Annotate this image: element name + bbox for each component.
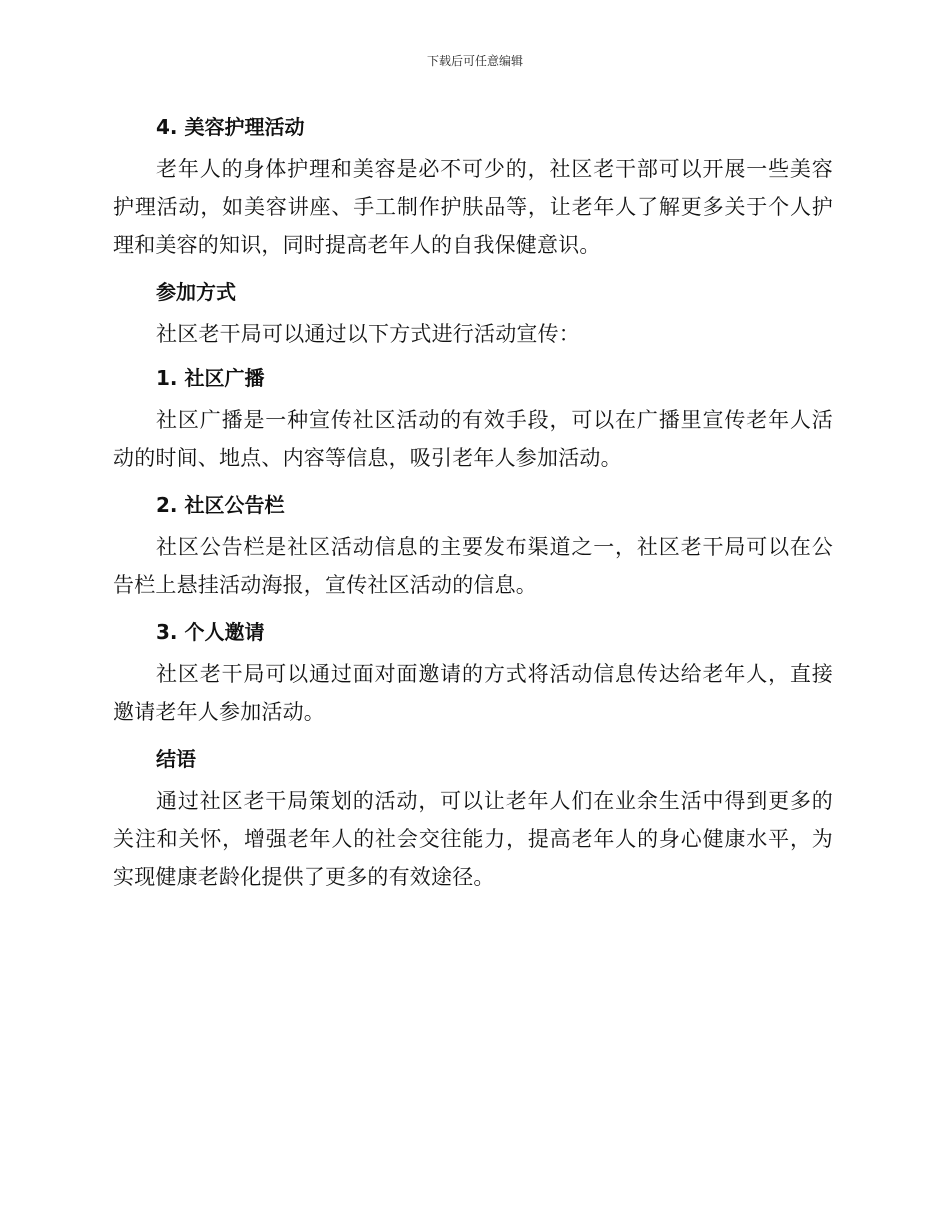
section-heading-bulletin-board: 2. 社区公告栏 <box>156 493 285 517</box>
document-body <box>113 108 833 905</box>
section-heading-beauty-care: 4. 美容护理活动 <box>156 115 305 139</box>
section-heading-personal-invite: 3. 个人邀请 <box>156 620 265 644</box>
page-header: 下载后可任意编辑 <box>426 54 523 68</box>
paragraph-conclusion: 通过社区老干局策划的活动，可以让老年人们在业余生活中得到更多的关注和关怀，增强老年人的社会交往能力，提高老年人的身心健康水平，为实现健康老龄化提供了更多的有效途径。 <box>113 789 833 889</box>
paragraph-personal-invite: 社区老干局可以通过面对面邀请的方式将活动信息传达给老年人，直接邀请老年人参加活动。 <box>113 662 833 724</box>
paragraph-beauty-care: 老年人的身体护理和美容是必不可少的，社区老干部可以开展一些美容护理活动，如美容讲座、手工制作护肤品等，让老年人了解更多关于个人护理和美容的知识，同时提高老年人的自我保健意识。 <box>113 157 833 257</box>
section-heading-participation: 参加方式 <box>156 280 236 304</box>
paragraph-broadcast: 社区广播是一种宣传社区活动的有效手段，可以在广播里宣传老年人活动的时间、地点、内容等信息，吸引老年人参加活动。 <box>113 408 833 470</box>
paragraph-bulletin-board: 社区公告栏是社区活动信息的主要发布渠道之一，社区老干局可以在公告栏上悬挂活动海报，宣传社区活动的信息。 <box>113 535 833 597</box>
section-heading-broadcast: 1. 社区广播 <box>156 366 265 390</box>
section-heading-conclusion: 结语 <box>156 747 196 771</box>
paragraph-participation: 社区老干局可以通过以下方式进行活动宣传： <box>156 322 580 346</box>
